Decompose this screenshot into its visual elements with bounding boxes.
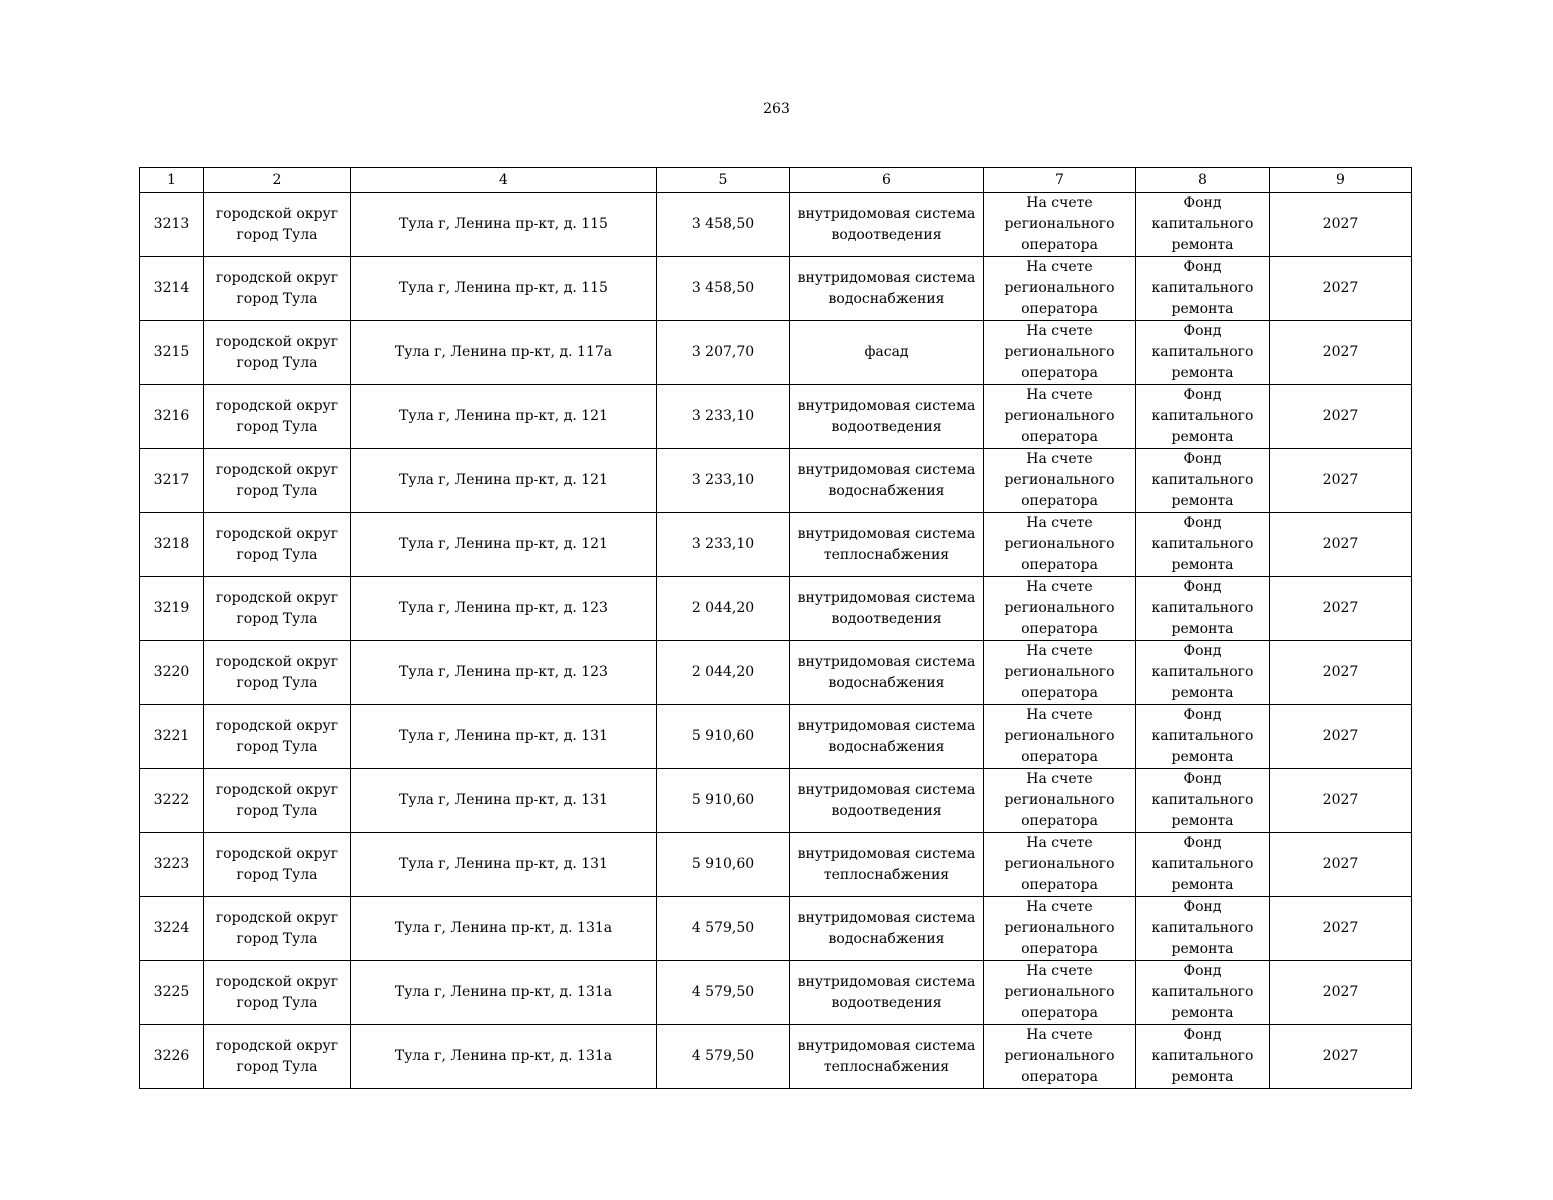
- row-number-cell: 3216: [140, 385, 204, 449]
- table-row: [140, 769, 1412, 833]
- work-type-cell: внутридомовая система водоотведения: [790, 769, 984, 833]
- funding-source-cell: Фонд капитального ремонта: [1136, 1025, 1270, 1089]
- row-number-cell: 3223: [140, 833, 204, 897]
- address-cell: Тула г, Ленина пр-кт, д. 123: [351, 641, 657, 705]
- address-cell: Тула г, Ленина пр-кт, д. 115: [351, 257, 657, 321]
- area-cell: 3 458,50: [657, 193, 790, 257]
- funding-source-cell: Фонд капитального ремонта: [1136, 321, 1270, 385]
- column-header: 6: [790, 168, 984, 193]
- year-cell: 2027: [1270, 833, 1412, 897]
- work-type-cell: внутридомовая система теплоснабжения: [790, 833, 984, 897]
- year-cell: 2027: [1270, 321, 1412, 385]
- municipality-cell: городской округ город Тула: [204, 833, 351, 897]
- municipality-cell: городской округ город Тула: [204, 641, 351, 705]
- area-cell: 3 233,10: [657, 449, 790, 513]
- address-cell: Тула г, Ленина пр-кт, д. 131: [351, 769, 657, 833]
- table-row: [140, 833, 1412, 897]
- address-cell: Тула г, Ленина пр-кт, д. 121: [351, 385, 657, 449]
- municipality-cell: городской округ город Тула: [204, 321, 351, 385]
- municipality-cell: городской округ город Тула: [204, 385, 351, 449]
- table-row: [140, 385, 1412, 449]
- row-number-cell: 3225: [140, 961, 204, 1025]
- area-cell: 2 044,20: [657, 641, 790, 705]
- table-row: [140, 449, 1412, 513]
- work-type-cell: внутридомовая система водоотведения: [790, 193, 984, 257]
- row-number-cell: 3218: [140, 513, 204, 577]
- funding-source-cell: Фонд капитального ремонта: [1136, 513, 1270, 577]
- area-cell: 4 579,50: [657, 1025, 790, 1089]
- area-cell: 5 910,60: [657, 769, 790, 833]
- account-method-cell: На счете регионального оператора: [984, 513, 1136, 577]
- table-row: [140, 897, 1412, 961]
- account-method-cell: На счете регионального оператора: [984, 449, 1136, 513]
- table-row: [140, 193, 1412, 257]
- registry-table: [139, 167, 1412, 1089]
- column-header: 2: [204, 168, 351, 193]
- address-cell: Тула г, Ленина пр-кт, д. 131: [351, 833, 657, 897]
- municipality-cell: городской округ город Тула: [204, 961, 351, 1025]
- year-cell: 2027: [1270, 705, 1412, 769]
- municipality-cell: городской округ город Тула: [204, 577, 351, 641]
- account-method-cell: На счете регионального оператора: [984, 961, 1136, 1025]
- year-cell: 2027: [1270, 513, 1412, 577]
- year-cell: 2027: [1270, 385, 1412, 449]
- column-header: 1: [140, 168, 204, 193]
- work-type-cell: внутридомовая система водоотведения: [790, 577, 984, 641]
- area-cell: 2 044,20: [657, 577, 790, 641]
- funding-source-cell: Фонд капитального ремонта: [1136, 257, 1270, 321]
- row-number-cell: 3220: [140, 641, 204, 705]
- column-header: 9: [1270, 168, 1412, 193]
- municipality-cell: городской округ город Тула: [204, 193, 351, 257]
- table-row: [140, 641, 1412, 705]
- account-method-cell: На счете регионального оператора: [984, 385, 1136, 449]
- work-type-cell: внутридомовая система теплоснабжения: [790, 513, 984, 577]
- area-cell: 5 910,60: [657, 833, 790, 897]
- work-type-cell: внутридомовая система водоснабжения: [790, 257, 984, 321]
- table-row: [140, 1025, 1412, 1089]
- row-number-cell: 3217: [140, 449, 204, 513]
- address-cell: Тула г, Ленина пр-кт, д. 121: [351, 513, 657, 577]
- municipality-cell: городской округ город Тула: [204, 897, 351, 961]
- table-row: [140, 321, 1412, 385]
- table-body: [140, 193, 1412, 1089]
- table-row: [140, 577, 1412, 641]
- area-cell: 4 579,50: [657, 897, 790, 961]
- row-number-cell: 3226: [140, 1025, 204, 1089]
- account-method-cell: На счете регионального оператора: [984, 257, 1136, 321]
- address-cell: Тула г, Ленина пр-кт, д. 131а: [351, 961, 657, 1025]
- table-row: [140, 961, 1412, 1025]
- funding-source-cell: Фонд капитального ремонта: [1136, 385, 1270, 449]
- address-cell: Тула г, Ленина пр-кт, д. 121: [351, 449, 657, 513]
- funding-source-cell: Фонд капитального ремонта: [1136, 193, 1270, 257]
- year-cell: 2027: [1270, 193, 1412, 257]
- municipality-cell: городской округ город Тула: [204, 705, 351, 769]
- work-type-cell: внутридомовая система водоотведения: [790, 385, 984, 449]
- column-header: 8: [1136, 168, 1270, 193]
- row-number-cell: 3222: [140, 769, 204, 833]
- row-number-cell: 3215: [140, 321, 204, 385]
- row-number-cell: 3224: [140, 897, 204, 961]
- column-header: 4: [351, 168, 657, 193]
- account-method-cell: На счете регионального оператора: [984, 897, 1136, 961]
- year-cell: 2027: [1270, 769, 1412, 833]
- column-header: 5: [657, 168, 790, 193]
- year-cell: 2027: [1270, 1025, 1412, 1089]
- address-cell: Тула г, Ленина пр-кт, д. 123: [351, 577, 657, 641]
- funding-source-cell: Фонд капитального ремонта: [1136, 641, 1270, 705]
- column-header: 7: [984, 168, 1136, 193]
- work-type-cell: внутридомовая система водоснабжения: [790, 449, 984, 513]
- municipality-cell: городской округ город Тула: [204, 257, 351, 321]
- year-cell: 2027: [1270, 449, 1412, 513]
- year-cell: 2027: [1270, 897, 1412, 961]
- municipality-cell: городской округ город Тула: [204, 769, 351, 833]
- account-method-cell: На счете регионального оператора: [984, 833, 1136, 897]
- area-cell: 3 207,70: [657, 321, 790, 385]
- account-method-cell: На счете регионального оператора: [984, 577, 1136, 641]
- account-method-cell: На счете регионального оператора: [984, 769, 1136, 833]
- work-type-cell: фасад: [790, 321, 984, 385]
- year-cell: 2027: [1270, 577, 1412, 641]
- address-cell: Тула г, Ленина пр-кт, д. 131: [351, 705, 657, 769]
- funding-source-cell: Фонд капитального ремонта: [1136, 705, 1270, 769]
- year-cell: 2027: [1270, 961, 1412, 1025]
- page-number: 263: [763, 101, 790, 117]
- row-number-cell: 3221: [140, 705, 204, 769]
- funding-source-cell: Фонд капитального ремонта: [1136, 897, 1270, 961]
- row-number-cell: 3213: [140, 193, 204, 257]
- municipality-cell: городской округ город Тула: [204, 449, 351, 513]
- municipality-cell: городской округ город Тула: [204, 1025, 351, 1089]
- header-row: [140, 168, 1412, 193]
- area-cell: 5 910,60: [657, 705, 790, 769]
- year-cell: 2027: [1270, 257, 1412, 321]
- account-method-cell: На счете регионального оператора: [984, 321, 1136, 385]
- work-type-cell: внутридомовая система водоснабжения: [790, 641, 984, 705]
- address-cell: Тула г, Ленина пр-кт, д. 115: [351, 193, 657, 257]
- area-cell: 3 458,50: [657, 257, 790, 321]
- work-type-cell: внутридомовая система водоотведения: [790, 961, 984, 1025]
- row-number-cell: 3214: [140, 257, 204, 321]
- table-row: [140, 705, 1412, 769]
- row-number-cell: 3219: [140, 577, 204, 641]
- funding-source-cell: Фонд капитального ремонта: [1136, 449, 1270, 513]
- address-cell: Тула г, Ленина пр-кт, д. 131а: [351, 1025, 657, 1089]
- table-row: [140, 513, 1412, 577]
- work-type-cell: внутридомовая система теплоснабжения: [790, 1025, 984, 1089]
- work-type-cell: внутридомовая система водоснабжения: [790, 705, 984, 769]
- work-type-cell: внутридомовая система водоснабжения: [790, 897, 984, 961]
- address-cell: Тула г, Ленина пр-кт, д. 131а: [351, 897, 657, 961]
- funding-source-cell: Фонд капитального ремонта: [1136, 769, 1270, 833]
- municipality-cell: городской округ город Тула: [204, 513, 351, 577]
- funding-source-cell: Фонд капитального ремонта: [1136, 961, 1270, 1025]
- area-cell: 4 579,50: [657, 961, 790, 1025]
- account-method-cell: На счете регионального оператора: [984, 641, 1136, 705]
- funding-source-cell: Фонд капитального ремонта: [1136, 577, 1270, 641]
- area-cell: 3 233,10: [657, 385, 790, 449]
- table-row: [140, 257, 1412, 321]
- year-cell: 2027: [1270, 641, 1412, 705]
- account-method-cell: На счете регионального оператора: [984, 1025, 1136, 1089]
- address-cell: Тула г, Ленина пр-кт, д. 117а: [351, 321, 657, 385]
- account-method-cell: На счете регионального оператора: [984, 705, 1136, 769]
- funding-source-cell: Фонд капитального ремонта: [1136, 833, 1270, 897]
- account-method-cell: На счете регионального оператора: [984, 193, 1136, 257]
- area-cell: 3 233,10: [657, 513, 790, 577]
